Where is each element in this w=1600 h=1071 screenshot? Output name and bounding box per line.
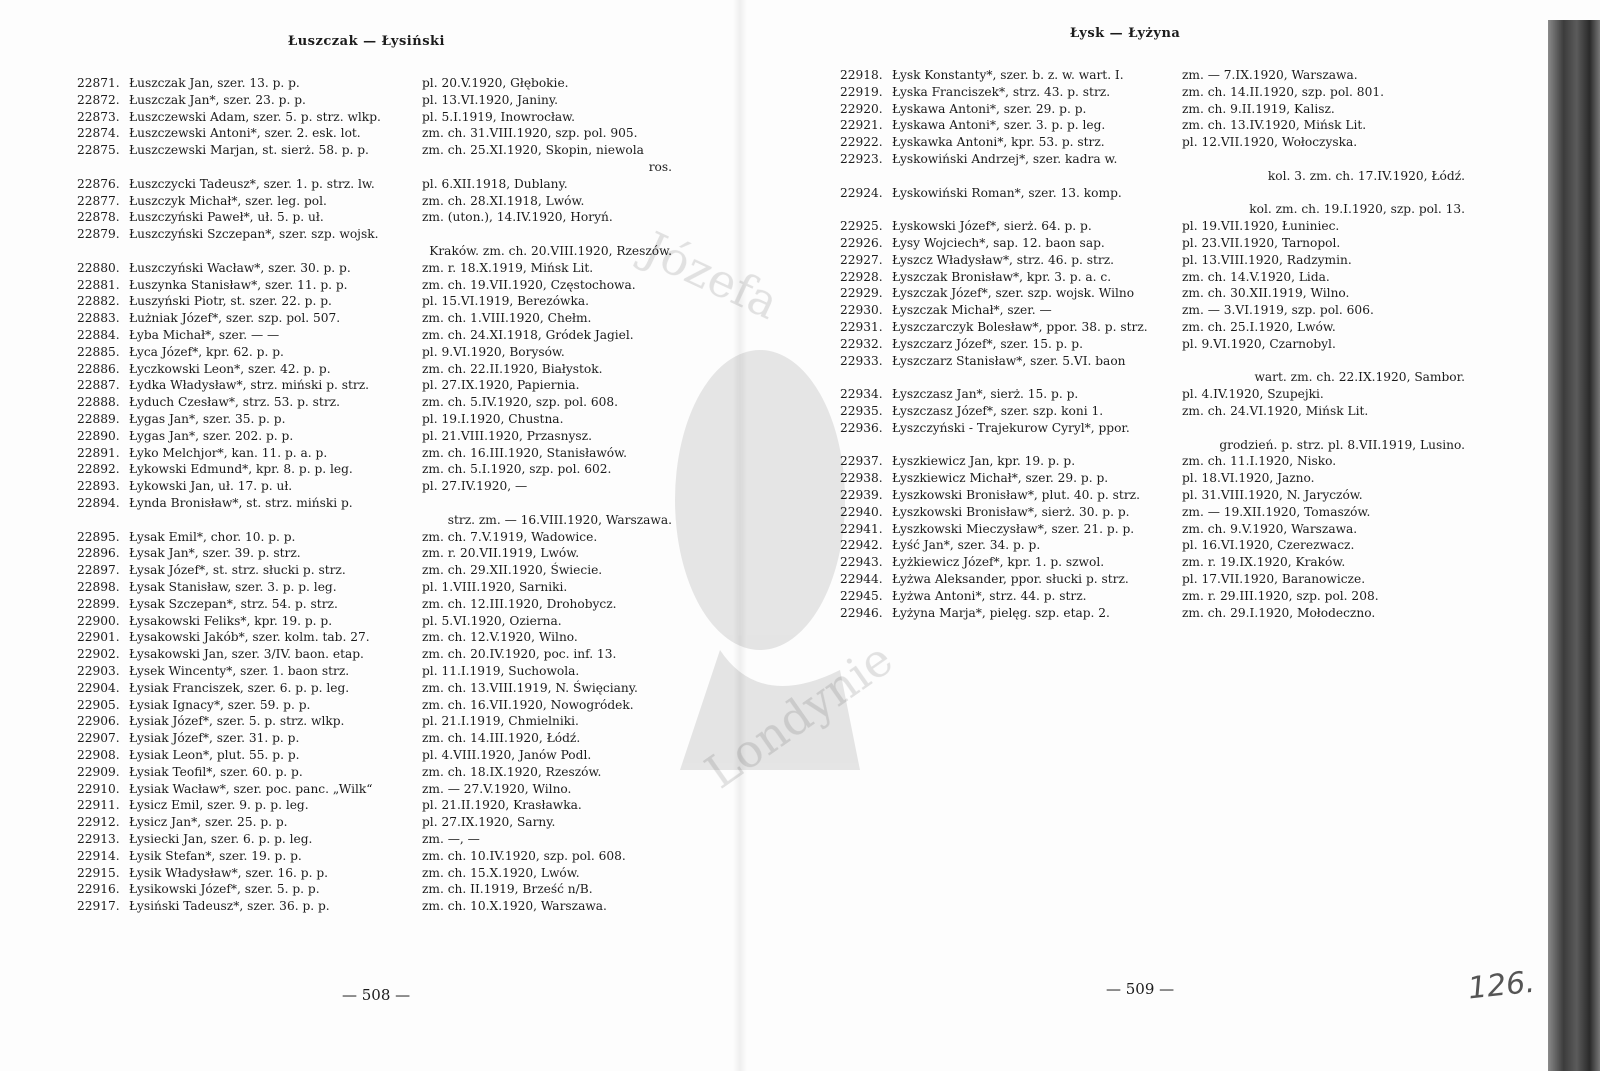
- entry-info: zm. r. 18.X.1919, Mińsk Lit.: [422, 260, 594, 275]
- entry-number: 22881.: [77, 277, 120, 292]
- entry-number: 22925.: [840, 219, 883, 234]
- entry-number: 22871.: [77, 76, 120, 90]
- entry-number: 22872.: [77, 92, 120, 107]
- entry-name: Łysk Konstanty*, szer. b. z. w. wart. I.: [892, 68, 1124, 82]
- entry-name: Łyszkowski Mieczysław*, szer. 21. p. p.: [892, 521, 1135, 536]
- entry-number: 22922.: [840, 135, 883, 150]
- entry-number: 22940.: [840, 504, 883, 519]
- entry-number: 22932.: [840, 336, 883, 351]
- entry-info: zm. ch. II.1919, Brześć n/B.: [422, 882, 593, 897]
- entry-number: 22899.: [77, 596, 120, 611]
- entry-info: pl. 27.IX.1920, Papiernia.: [422, 378, 580, 393]
- entry-name: Łuszczewski Antoni*, szer. 2. esk. lot.: [129, 126, 361, 141]
- entry-name: Łydka Władysław*, strz. miński p. strz.: [129, 378, 370, 393]
- entry-name: Łysakowski Jakób*, szer. kolm. tab. 27.: [129, 630, 370, 645]
- entry-info: pl. 18.VI.1920, Jazno.: [1182, 471, 1315, 486]
- entry-info: pl. 12.VII.1920, Wołoczyska.: [1182, 135, 1358, 150]
- entry-info: zm. r. 29.III.1920, szp. pol. 208.: [1182, 588, 1379, 603]
- entry-number: 22890.: [77, 428, 120, 443]
- entry-number: 22919.: [840, 84, 883, 99]
- entry-name: Łyko Melchjor*, kan. 11. p. a. p.: [129, 445, 328, 460]
- entry-number: 22875.: [77, 143, 120, 158]
- entry-number: 22886.: [77, 361, 120, 376]
- entry-name: Łyszkiewicz Michał*, szer. 29. p. p.: [892, 471, 1109, 486]
- entry-continuation: wart. zm. ch. 22.IX.1920, Sambor.: [1254, 370, 1465, 385]
- entry-info: pl. 20.V.1920, Głębokie.: [422, 76, 569, 90]
- entry-info: zm. ch. 9.II.1919, Kalisz.: [1182, 101, 1335, 116]
- entry-name: Łyszczarczyk Bolesław*, ppor. 38. p. strz.: [892, 320, 1148, 334]
- entry-info: pl. 9.VI.1920, Czarnobyl.: [1182, 336, 1336, 351]
- svg-text:Londynie: Londynie: [695, 631, 903, 800]
- entry-number: 22934.: [840, 387, 883, 402]
- entry-info: zm. ch. 10.X.1920, Warszawa.: [422, 899, 607, 914]
- entry-info: zm. ch. 29.XII.1920, Świecie.: [422, 563, 603, 578]
- entry-number: 22887.: [77, 378, 120, 393]
- entry-number: 22921.: [840, 118, 883, 133]
- entry-number: 22879.: [77, 227, 120, 242]
- entry-info: zm. ch. 16.VII.1920, Nowogródek.: [422, 697, 634, 712]
- entry-number: 22903.: [77, 664, 120, 678]
- entry-info: zm. (uton.), 14.IV.1920, Horyń.: [422, 210, 613, 225]
- entry-number: 22939.: [840, 488, 883, 502]
- entry-number: 22945.: [840, 588, 883, 603]
- entry-name: Łygas Jan*, szer. 202. p. p.: [129, 428, 294, 443]
- entry-name: Łysicz Jan*, szer. 25. p. p.: [129, 815, 288, 830]
- entry-name: Łyskowiński Andrzej*, szer. kadra w.: [892, 152, 1118, 166]
- entry-number: 22896.: [77, 546, 120, 561]
- entry-number: 22894.: [77, 496, 120, 510]
- entry-number: 22912.: [77, 815, 120, 830]
- entry-info: pl. 5.I.1919, Inowrocław.: [422, 109, 576, 124]
- entry-info: pl. 31.VIII.1920, N. Jaryczów.: [1182, 488, 1363, 502]
- entry-info: pl. 1.VIII.1920, Sarniki.: [422, 580, 568, 594]
- entry-number: 22923.: [840, 152, 883, 166]
- entry-continuation: Kraków. zm. ch. 20.VIII.1920, Rzeszów.: [429, 243, 672, 258]
- entry-continuation: kol. zm. ch. 19.I.1920, szp. pol. 13.: [1249, 202, 1465, 217]
- entry-number: 22876.: [77, 176, 120, 191]
- entry-number: 22927.: [840, 252, 883, 267]
- entry-number: 22946.: [840, 605, 883, 620]
- entry-number: 22888.: [77, 395, 120, 410]
- entry-number: 22935.: [840, 404, 883, 418]
- scanner-edge: [1548, 20, 1600, 1071]
- entry-info: pl. 21.I.1919, Chmielniki.: [422, 714, 579, 729]
- entry-name: Łysiak Franciszek, szer. 6. p. p. leg.: [129, 680, 350, 695]
- entry-number: 22909.: [77, 764, 120, 779]
- entry-number: 22889.: [77, 412, 120, 426]
- entry-number: 22906.: [77, 714, 120, 729]
- entry-name: Łysak Stanisław, szer. 3. p. p. leg.: [129, 580, 337, 594]
- entry-name: Łyść Jan*, szer. 34. p. p.: [892, 538, 1041, 553]
- entry-name: Łynda Bronisław*, st. strz. miński p.: [129, 496, 353, 510]
- entry-info: zm. ch. 13.VIII.1919, N. Święciany.: [422, 680, 638, 695]
- entry-name: Łysiak Wacław*, szer. poc. panc. „Wilk“: [129, 781, 373, 796]
- entry-number: 22938.: [840, 471, 883, 486]
- entry-name: Łyszczak Józef*, szer. szp. wojsk. Wilno: [892, 286, 1135, 301]
- entry-info: zm. ch. 12.V.1920, Wilno.: [422, 630, 578, 645]
- entry-info: zm. r. 20.VII.1919, Lwów.: [422, 546, 580, 561]
- entry-info: zm. — 7.IX.1920, Warszawa.: [1182, 68, 1358, 82]
- entry-name: Łysek Wincenty*, szer. 1. baon strz.: [129, 664, 350, 678]
- entry-number: 22928.: [840, 269, 883, 284]
- entry-info: zm. ch. 15.X.1920, Lwów.: [422, 865, 580, 880]
- entry-name: Łyszkiewicz Jan, kpr. 19. p. p.: [892, 454, 1076, 469]
- entry-info: pl. 9.VI.1920, Borysów.: [422, 344, 565, 359]
- right-page-header: Łysk — Łyżyna: [1070, 26, 1181, 41]
- entry-info: zm. ch. 22.II.1920, Białystok.: [422, 361, 603, 376]
- entry-info: zm. — 19.XII.1920, Tomaszów.: [1182, 504, 1371, 519]
- entry-number: 22895.: [77, 529, 120, 544]
- entry-info: zm. ch. 25.XI.1920, Skopin, niewola: [422, 143, 644, 158]
- entry-name: Łyskawa Antoni*, szer. 3. p. p. leg.: [892, 118, 1106, 133]
- entry-number: 22874.: [77, 126, 120, 141]
- entry-name: Łuszczyński Wacław*, szer. 30. p. p.: [129, 260, 351, 275]
- entry-name: Łysak Józef*, st. strz. słucki p. strz.: [129, 563, 346, 578]
- entry-info: zm. ch. 5.I.1920, szp. pol. 602.: [422, 462, 612, 477]
- entry-name: Łyszczasz Józef*, szer. szp. koni 1.: [892, 404, 1104, 418]
- entry-name: Łysakowski Jan, szer. 3/IV. baon. etap.: [129, 647, 364, 662]
- entry-info: zm. ch. 28.XI.1918, Lwów.: [422, 193, 585, 208]
- entry-name: Łysicz Emil, szer. 9. p. p. leg.: [129, 798, 309, 813]
- entry-name: Łygas Jan*, szer. 35. p. p.: [129, 412, 286, 426]
- entry-number: 22878.: [77, 210, 120, 225]
- entry-info: zm. ch. 5.IV.1920, szp. pol. 608.: [422, 395, 619, 410]
- entry-info: zm. ch. 20.IV.1920, poc. inf. 13.: [422, 647, 617, 662]
- entry-info: pl. 19.VII.1920, Łuniniec.: [1182, 219, 1340, 234]
- entry-info: pl. 5.VI.1920, Ozierna.: [422, 613, 562, 628]
- entry-number: 22884.: [77, 328, 120, 342]
- entry-info: zm. r. 19.IX.1920, Kraków.: [1182, 555, 1346, 570]
- entry-info: zm. ch. 29.I.1920, Mołodeczno.: [1182, 605, 1376, 620]
- entry-number: 22893.: [77, 479, 120, 494]
- entry-number: 22897.: [77, 563, 120, 578]
- entry-number: 22942.: [840, 538, 883, 553]
- entry-info: zm. ch. 10.IV.1920, szp. pol. 608.: [422, 848, 626, 863]
- entry-number: 22880.: [77, 260, 120, 275]
- entry-number: 22904.: [77, 680, 120, 695]
- entry-info: zm. ch. 11.I.1920, Nisko.: [1182, 454, 1337, 469]
- entry-number: 22908.: [77, 748, 120, 762]
- left-page-number: — 508 —: [342, 986, 411, 1004]
- entry-info: zm. ch. 24.VI.1920, Mińsk Lit.: [1182, 404, 1369, 418]
- entry-info: zm. ch. 25.I.1920, Lwów.: [1182, 320, 1336, 334]
- entry-number: 22911.: [77, 798, 120, 813]
- entry-name: Łuszynka Stanisław*, szer. 11. p. p.: [129, 277, 348, 292]
- entry-number: 22943.: [840, 555, 883, 570]
- entry-info: zm. —, —: [422, 832, 480, 846]
- entry-name: Łysikowski Józef*, szer. 5. p. p.: [129, 882, 320, 897]
- entry-number: 22929.: [840, 286, 883, 301]
- entry-name: Łyszcz Władysław*, strz. 46. p. strz.: [892, 252, 1115, 267]
- entry-info: zm. ch. 1.VIII.1920, Chełm.: [422, 311, 592, 326]
- entry-info: zm. ch. 14.II.1920, szp. pol. 801.: [1182, 84, 1384, 99]
- entry-number: 22913.: [77, 832, 120, 846]
- entry-name: Łyduch Czesław*, strz. 53. p. strz.: [129, 395, 340, 410]
- entry-name: Łyszczarz Józef*, szer. 15. p. p.: [892, 336, 1083, 351]
- entry-info: pl. 21.VIII.1920, Przasnysz.: [422, 428, 592, 443]
- entry-name: Łyszkowski Bronisław*, plut. 40. p. strz.: [892, 488, 1140, 502]
- entry-name: Łyskowski Józef*, sierż. 64. p. p.: [892, 219, 1092, 234]
- entry-number: 22905.: [77, 697, 120, 712]
- entry-name: Łysiak Ignacy*, szer. 59. p. p.: [129, 697, 311, 712]
- entry-name: Łysy Wojciech*, sap. 12. baon sap.: [892, 236, 1105, 250]
- left-page-header: Łuszczak — Łysiński: [288, 34, 445, 49]
- entry-info: pl. 23.VII.1920, Tarnopol.: [1182, 236, 1341, 250]
- entry-info: pl. 15.VI.1919, Berezówka.: [422, 294, 590, 309]
- entry-name: Łyba Michał*, szer. — —: [129, 328, 280, 342]
- entry-number: 22873.: [77, 109, 120, 124]
- entry-info: pl. 4.IV.1920, Szupejki.: [1182, 387, 1324, 402]
- entry-number: 22892.: [77, 462, 120, 477]
- entry-info: zm. ch. 14.III.1920, Łódź.: [422, 731, 581, 746]
- entry-name: Łysak Jan*, szer. 39. p. strz.: [129, 546, 301, 561]
- entry-continuation: grodzień. p. strz. pl. 8.VII.1919, Lusino.: [1219, 437, 1465, 452]
- entry-number: 22901.: [77, 630, 120, 645]
- entry-info: zm. ch. 18.IX.1920, Rzeszów.: [422, 764, 602, 779]
- entry-info: pl. 27.IV.1920, —: [422, 479, 528, 494]
- entry-info: zm. ch. 7.V.1919, Wadowice.: [422, 529, 598, 544]
- entry-name: Łyszczarz Stanisław*, szer. 5.VI. baon: [892, 353, 1126, 368]
- entry-number: 22937.: [840, 454, 883, 469]
- entry-name: Łuszczak Jan*, szer. 23. p. p.: [129, 92, 306, 107]
- entry-name: Łysiak Leon*, plut. 55. p. p.: [129, 748, 300, 762]
- entry-number: 22902.: [77, 647, 120, 662]
- entry-number: 22915.: [77, 865, 120, 880]
- entry-name: Łużniak Józef*, szer. szp. pol. 507.: [129, 311, 341, 326]
- entry-number: 22883.: [77, 311, 120, 326]
- entry-name: Łuszczewski Marjan, st. sierż. 58. p. p.: [129, 143, 369, 158]
- entry-continuation: kol. 3. zm. ch. 17.IV.1920, Łódź.: [1267, 168, 1465, 183]
- entry-number: 22898.: [77, 580, 120, 594]
- entry-info: pl. 16.VI.1920, Czerezwacz.: [1182, 538, 1355, 553]
- entry-name: Łuszczyński Paweł*, uł. 5. p. uł.: [129, 210, 324, 225]
- entry-info: zm. — 3.VI.1919, szp. pol. 606.: [1182, 303, 1374, 318]
- entry-name: Łyskawa Antoni*, szer. 29. p. p.: [892, 101, 1087, 116]
- entry-info: zm. ch. 16.III.1920, Stanisławów.: [422, 445, 627, 460]
- entry-name: Łuszczewski Adam, szer. 5. p. strz. wlkp.: [129, 109, 381, 124]
- entry-name: Łysiak Józef*, szer. 31. p. p.: [129, 731, 300, 746]
- entry-number: 22936.: [840, 420, 883, 435]
- entry-info: pl. 11.I.1919, Suchowola.: [422, 664, 580, 678]
- entry-info: zm. — 27.V.1920, Wilno.: [422, 781, 572, 796]
- entry-number: 22891.: [77, 445, 120, 460]
- entry-number: 22885.: [77, 344, 120, 359]
- entry-info: zm. ch. 12.III.1920, Drohobycz.: [422, 596, 617, 611]
- entry-name: Łyszczyński - Trajekurow Cyryl*, ppor.: [892, 420, 1130, 435]
- entry-number: 22900.: [77, 613, 120, 628]
- svg-text:Józefa: Józefa: [635, 221, 787, 331]
- entry-continuation: ros.: [648, 159, 672, 174]
- entry-name: Łuszczak Jan, szer. 13. p. p.: [129, 76, 300, 90]
- entry-name: Łyżwa Antoni*, strz. 44. p. strz.: [892, 588, 1087, 603]
- entry-info: pl. 13.VIII.1920, Radzymin.: [1182, 252, 1352, 267]
- entry-number: 22877.: [77, 193, 120, 208]
- entry-name: Łysiak Józef*, szer. 5. p. strz. wlkp.: [129, 714, 345, 729]
- entry-info: zm. ch. 13.IV.1920, Mińsk Lit.: [1182, 118, 1367, 133]
- entry-number: 22931.: [840, 320, 883, 334]
- entry-number: 22924.: [840, 185, 883, 200]
- entry-name: Łyca Józef*, kpr. 62. p. p.: [129, 344, 284, 359]
- entry-info: zm. ch. 19.VII.1920, Częstochowa.: [422, 277, 636, 292]
- entry-number: 22916.: [77, 882, 120, 897]
- entry-number: 22914.: [77, 848, 120, 863]
- entry-name: Łyczkowski Leon*, szer. 42. p. p.: [129, 361, 331, 376]
- right-page: [740, 0, 1600, 1071]
- entry-name: Łysiński Tadeusz*, szer. 36. p. p.: [129, 899, 330, 914]
- entry-name: Łyskowiński Roman*, szer. 13. komp.: [892, 185, 1122, 200]
- entry-info: zm. ch. 14.V.1920, Lida.: [1182, 269, 1330, 284]
- entry-number: 22910.: [77, 781, 120, 796]
- entry-name: Łysakowski Feliks*, kpr. 19. p. p.: [129, 613, 333, 628]
- entry-info: zm. ch. 24.XI.1918, Gródek Jagiel.: [422, 328, 634, 342]
- right-page-number: — 509 —: [1106, 980, 1175, 998]
- entry-number: 22944.: [840, 572, 883, 586]
- entry-name: Łysiecki Jan, szer. 6. p. p. leg.: [129, 832, 313, 846]
- entry-name: Łuszyński Piotr, st. szer. 22. p. p.: [129, 294, 332, 309]
- entry-name: Łyżwa Aleksander, ppor. słucki p. strz.: [892, 572, 1129, 586]
- entry-info: pl. 27.IX.1920, Sarny.: [422, 815, 556, 830]
- entry-name: Łysiak Teofil*, szer. 60. p. p.: [129, 764, 303, 779]
- entry-name: Łuszczycki Tadeusz*, szer. 1. p. strz. lw.: [129, 176, 375, 191]
- entry-name: Łykowski Edmund*, kpr. 8. p. p. leg.: [129, 462, 353, 477]
- entry-name: Łyżkiewicz Józef*, kpr. 1. p. szwol.: [892, 555, 1105, 570]
- entry-name: Łuszczyk Michał*, szer. leg. pol.: [129, 193, 327, 208]
- entry-name: Łyska Franciszek*, strz. 43. p. strz.: [892, 84, 1111, 99]
- entry-number: 22917.: [77, 899, 120, 914]
- entry-name: Łyszkowski Bronisław*, sierż. 30. p. p.: [892, 504, 1130, 519]
- left-page: [0, 0, 740, 1071]
- entry-info: pl. 21.II.1920, Krasławka.: [422, 798, 582, 813]
- entry-name: Łyżyna Marja*, pielęg. szp. etap. 2.: [892, 605, 1110, 620]
- entry-number: 22920.: [840, 101, 883, 116]
- entry-name: Łysik Stefan*, szer. 19. p. p.: [129, 848, 302, 863]
- entry-info: zm. ch. 9.V.1920, Warszawa.: [1182, 521, 1358, 536]
- entry-info: pl. 17.VII.1920, Baranowicze.: [1182, 572, 1366, 586]
- entry-number: 22918.: [840, 68, 883, 82]
- entry-name: Łykowski Jan, uł. 17. p. uł.: [129, 479, 293, 494]
- entry-continuation: strz. zm. — 16.VIII.1920, Warszawa.: [447, 512, 672, 527]
- entry-info: zm. ch. 31.VIII.1920, szp. pol. 905.: [422, 126, 638, 141]
- handwritten-folio-number: 126.: [1466, 964, 1537, 1007]
- entry-name: Łysik Władysław*, szer. 16. p. p.: [129, 865, 329, 880]
- entry-info: pl. 13.VI.1920, Janiny.: [422, 92, 558, 107]
- entry-number: 22907.: [77, 731, 120, 746]
- entry-name: Łyszczak Michał*, szer. —: [892, 303, 1052, 318]
- entry-name: Łyskawka Antoni*, kpr. 53. p. strz.: [892, 135, 1105, 150]
- entry-number: 22933.: [840, 353, 883, 368]
- entry-number: 22930.: [840, 303, 883, 318]
- entry-name: Łyszczasz Jan*, sierż. 15. p. p.: [892, 387, 1079, 402]
- entry-number: 22926.: [840, 236, 883, 250]
- entry-name: Łysak Emil*, chor. 10. p. p.: [129, 529, 296, 544]
- entry-info: pl. 4.VIII.1920, Janów Podl.: [422, 748, 592, 762]
- entry-number: 22941.: [840, 521, 883, 536]
- entry-name: Łysak Szczepan*, strz. 54. p. strz.: [129, 596, 338, 611]
- entry-name: Łyszczak Bronisław*, kpr. 3. p. a. c.: [892, 269, 1112, 284]
- entry-info: pl. 6.XII.1918, Dublany.: [422, 176, 568, 191]
- entry-info: pl. 19.I.1920, Chustna.: [422, 412, 564, 426]
- entry-name: Łuszczyński Szczepan*, szer. szp. wojsk.: [129, 227, 379, 242]
- entry-info: zm. ch. 30.XII.1919, Wilno.: [1182, 286, 1350, 301]
- entry-number: 22882.: [77, 294, 120, 309]
